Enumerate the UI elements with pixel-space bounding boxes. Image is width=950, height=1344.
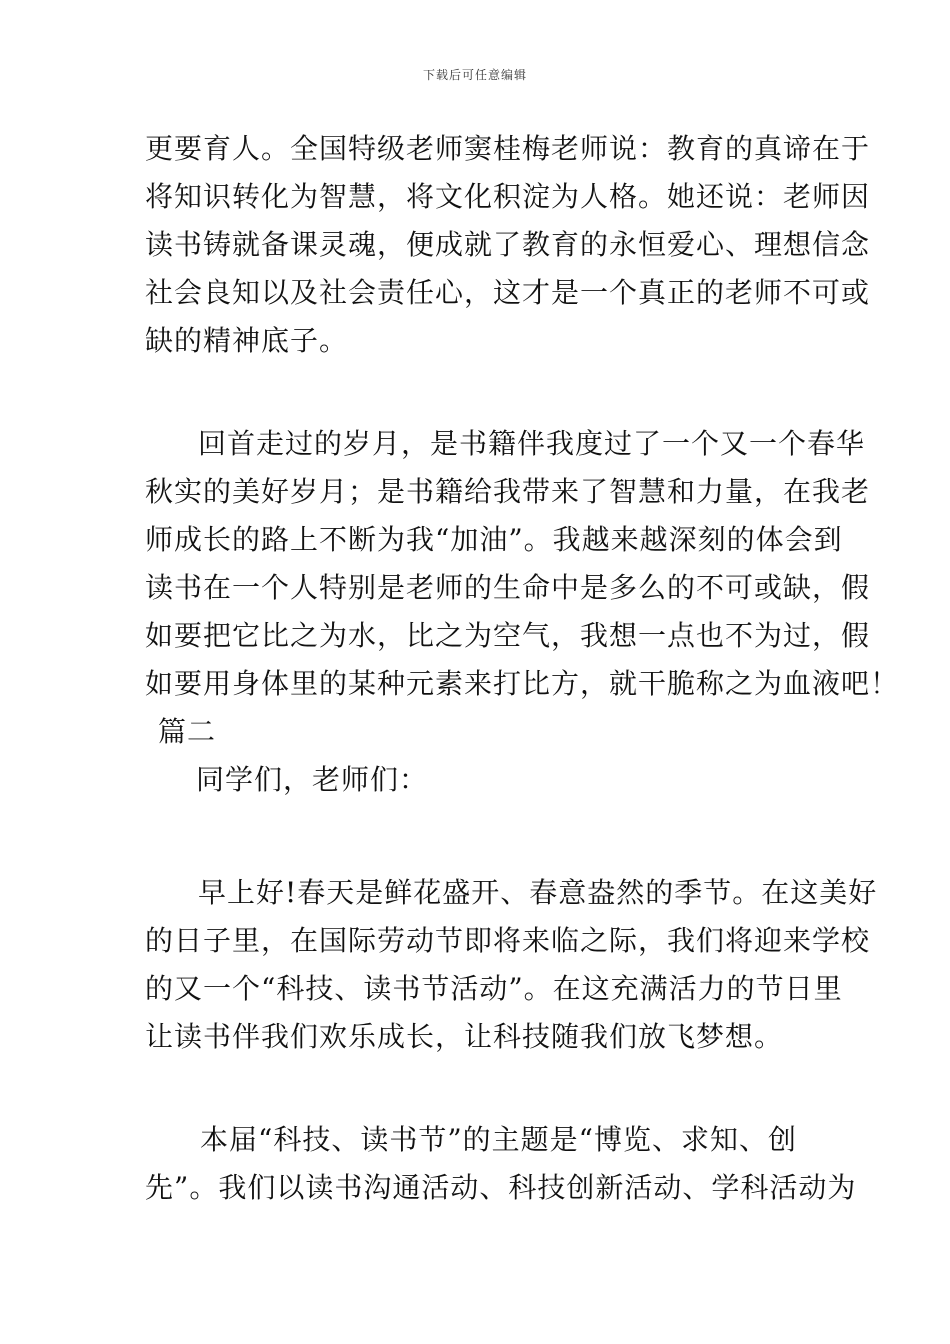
text-line: 缺的精神底子。: [145, 324, 349, 357]
text-line: 秋实的美好岁月；是书籍给我带来了智慧和力量，在我老: [145, 475, 871, 508]
text-line: 读书铸就备课灵魂，便成就了教育的永恒爱心、理想信念: [145, 228, 871, 261]
text-line: 更要育人。全国特级老师窦桂梅老师说：教育的真谛在于: [145, 132, 871, 165]
text-line: 师成长的路上不断为我“加油”。我越来越深刻的体会到: [145, 523, 843, 556]
text-line: 读书在一个人特别是老师的生命中是多么的不可或缺，假: [145, 571, 871, 604]
text-line: 将知识转化为智慧，将文化积淀为人格。她还说：老师因: [145, 180, 871, 213]
text-line: 本届“科技、读书节”的主题是“博览、求知、创: [200, 1123, 797, 1156]
text-line: 的日子里，在国际劳动节即将来临之际，我们将迎来学校: [145, 924, 871, 957]
text-line: 如要用身体里的某种元素来打比方，就干脆称之为血液吧！: [145, 667, 900, 700]
salutation: 同学们，老师们：: [196, 763, 429, 796]
text-line: 回首走过的岁月，是书籍伴我度过了一个又一个春华: [198, 427, 866, 460]
text-line: 早上好!春天是鲜花盛开、春意盎然的季节。在这美好: [198, 876, 878, 909]
section-heading: 篇二: [158, 715, 217, 748]
text-line: 社会良知以及社会责任心，这才是一个真正的老师不可或: [145, 276, 871, 309]
page-header: 下载后可任意编辑: [422, 68, 527, 82]
text-line: 让读书伴我们欢乐成长，让科技随我们放飞梦想。: [145, 1020, 784, 1053]
text-line: 的又一个“科技、读书节活动”。在这充满活力的节日里: [145, 972, 843, 1005]
text-line: 如要把它比之为水，比之为空气，我想一点也不为过，假: [145, 619, 871, 652]
text-line: 先”。我们以读书沟通活动、科技创新活动、学科活动为: [145, 1171, 857, 1204]
